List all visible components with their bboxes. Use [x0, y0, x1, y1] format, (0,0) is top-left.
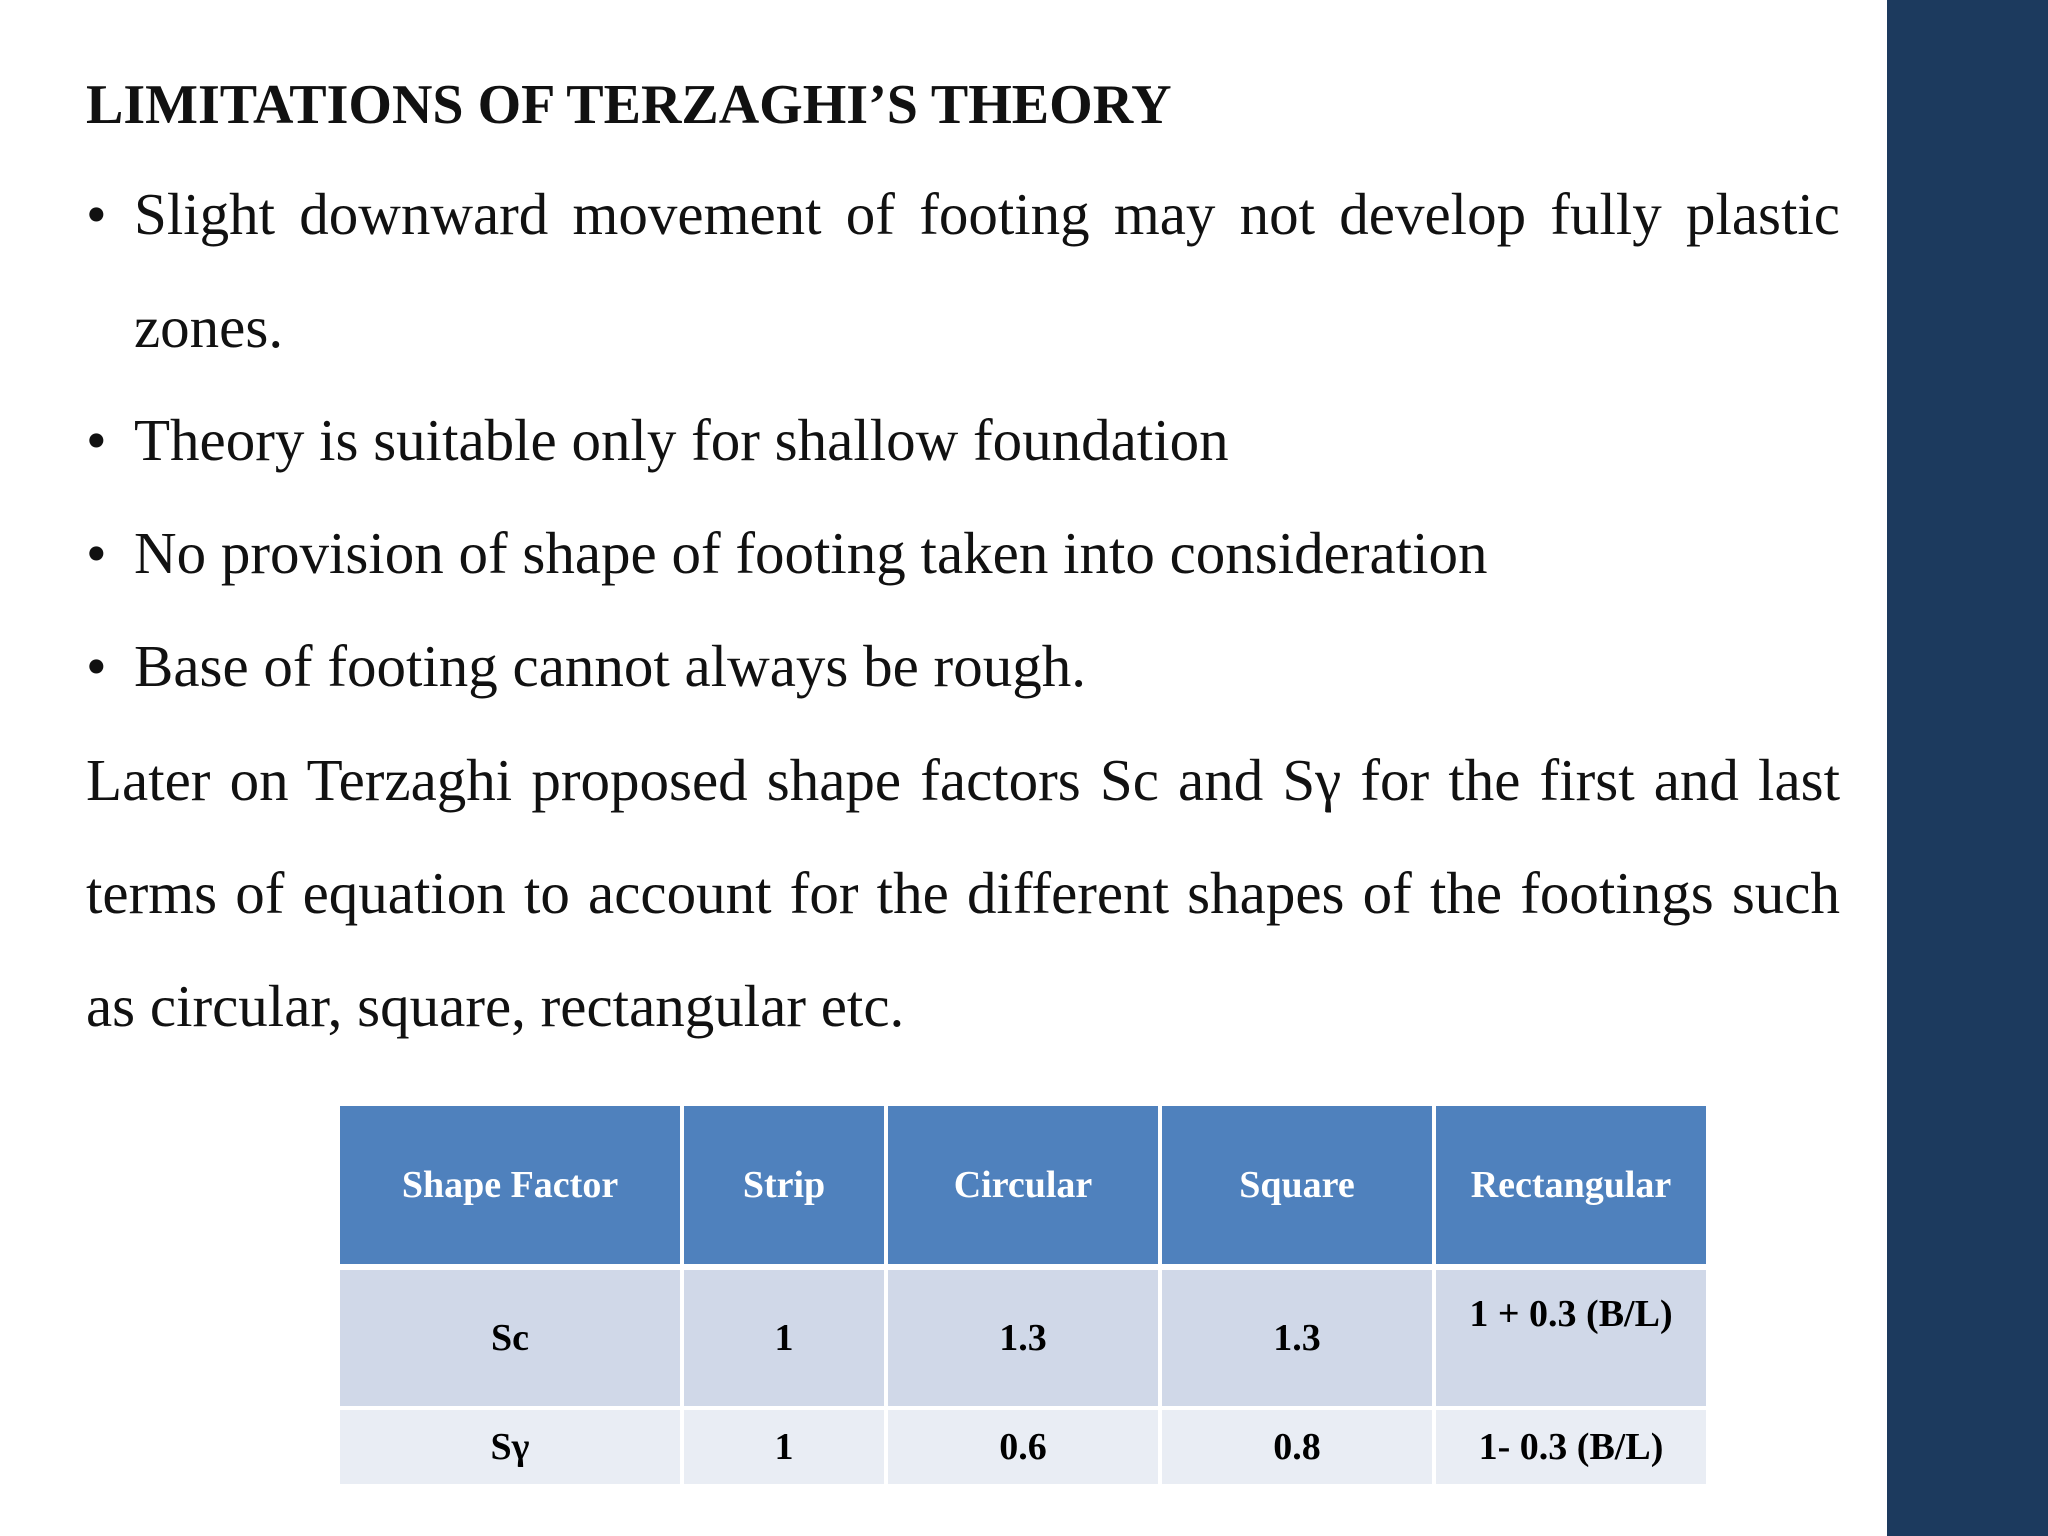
table-cell: 0.6 [888, 1410, 1162, 1484]
table-row [340, 1270, 1710, 1410]
table-cell: 1 + 0.3 (B/L) [1436, 1270, 1710, 1410]
header-cell: Shape Factor [340, 1106, 684, 1270]
table-cell: 1 [684, 1270, 888, 1410]
body-paragraph: Later on Terzaghi proposed shape factors Sc and Sγ for the first and last terms of equation to account for the different shapes of the footings such as circular, square, rectangular etc. [86, 747, 1840, 1039]
side-accent-bar [1887, 0, 2048, 1536]
header-cell: Rectangular [1436, 1106, 1710, 1270]
bullet-text: Theory is suitable only for shallow foundation [134, 407, 1229, 473]
bullet-icon: • [86, 520, 107, 586]
bullet-text: Slight downward movement of footing may not develop fully plastic zones. [134, 181, 1840, 360]
table-cell: Sγ [340, 1410, 684, 1484]
bullet-icon: • [86, 407, 107, 473]
slide-title: LIMITATIONS OF TERZAGHI’S THEORY [86, 74, 1172, 136]
header-cell: Circular [888, 1106, 1162, 1270]
table-cell: 1 [684, 1410, 888, 1484]
header-cell: Square [1162, 1106, 1436, 1270]
table-cell: Sc [340, 1270, 684, 1410]
bullet-icon: • [86, 633, 107, 699]
table-header-row [340, 1106, 1710, 1270]
table-cell: 1- 0.3 (B/L) [1436, 1410, 1710, 1484]
table-cell: 1.3 [888, 1270, 1162, 1410]
shape-factor-table [340, 1106, 1710, 1484]
table-row [340, 1410, 1710, 1484]
bullet-text: Base of footing cannot always be rough. [134, 633, 1086, 699]
table-cell: 0.8 [1162, 1410, 1436, 1484]
table-cell: 1.3 [1162, 1270, 1436, 1410]
header-cell: Strip [684, 1106, 888, 1270]
bullet-icon: • [86, 181, 107, 247]
bullet-text: No provision of shape of footing taken into consideration [134, 520, 1488, 586]
